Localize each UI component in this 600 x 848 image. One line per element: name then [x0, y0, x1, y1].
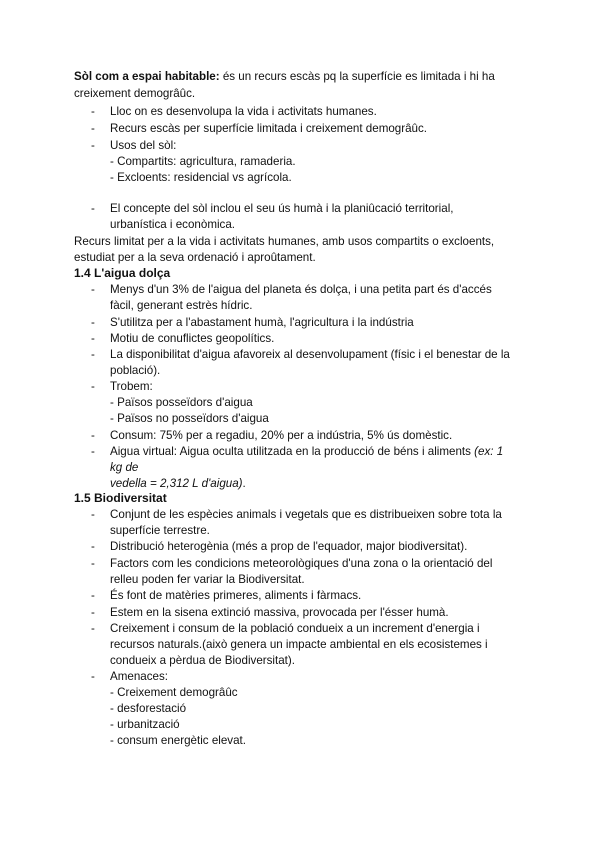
s14-b7-italic-end: vedella = 2,312 L d'aigua) [110, 477, 243, 490]
s14-b4-line2: població). [110, 364, 161, 377]
s15-b6-line1: Creixement i consum de la població condueix a un increment d'energia i [110, 622, 480, 635]
s14-b1-line1: Menys d'un 3% de l'aigua del planeta és dolça, i una petita part és d'accés [110, 283, 492, 296]
bullet-dash: - [91, 540, 95, 553]
intro-heading: Sòl com a espai habitable: [74, 70, 220, 83]
bullet-dash: - [91, 105, 95, 118]
amenaces-item-4: - consum energètic elevat. [110, 734, 246, 747]
s15-b4: És font de matèries primeres, aliments i fàrmacs. [110, 589, 362, 602]
summary-line-1: Recurs limitat per a la vida i activitats humanes, amb usos compartits o excloents, [74, 235, 495, 248]
bullet-dash: - [91, 316, 95, 329]
bullet-dash: - [91, 589, 95, 602]
s14-b7-italic: (ex: 1 [474, 445, 504, 458]
s14-b5: Trobem: [110, 380, 153, 393]
bullet-dash: - [91, 348, 95, 361]
section-1-4-title: 1.4 L'aigua dolça [74, 266, 171, 280]
bullet-dash: - [91, 332, 95, 345]
amenaces-item-3: - urbanització [110, 718, 180, 731]
s14-b1-line2: fàcil, generant estrès hídric. [110, 299, 253, 312]
s14-b7-line2: kg de [110, 461, 139, 474]
bullet-dash: - [91, 670, 95, 683]
amenaces-item-1: - Creixement demogrâûc [110, 686, 238, 699]
s15-b6-line2: recursos naturals.(això genera un impacte ambiental en els ecosistemes i [110, 638, 488, 651]
usos-item-1: - Compartits: agricultura, ramaderia. [110, 155, 296, 168]
bullet-dash: - [91, 622, 95, 635]
s14-b7-text: Aigua virtual: Aigua oculta utilitzada en la producció de béns i aliments [110, 445, 475, 458]
intro-bullet-3: Usos del sòl: [110, 139, 177, 152]
s15-b5: Estem en la sisena extinció massiva, provocada per l'ésser humà. [110, 606, 449, 619]
bullet-dash: - [91, 122, 95, 135]
usos-item-2: - Excloents: residencial vs agrícola. [110, 171, 292, 184]
section-1-5-title: 1.5 Biodiversitat [74, 491, 167, 505]
amenaces-item-2: - desforestació [110, 702, 187, 715]
s15-b2: Distribució heterogènia (més a prop de l'equador, major biodiversitat). [110, 540, 468, 553]
bullet-dash: - [91, 606, 95, 619]
intro-line-2: creixement demogrâûc. [74, 87, 196, 100]
bullet-dash: - [91, 429, 95, 442]
bullet-dash: - [91, 283, 95, 296]
bullet-dash: - [91, 445, 95, 458]
s14-b6: Consum: 75% per a regadiu, 20% per a indústria, 5% ús domèstic. [110, 429, 453, 442]
trobem-item-1: - Països posseïdors d'aigua [110, 396, 253, 409]
bullet-dash: - [91, 508, 95, 521]
s15-b3-line2: relleu poden fer variar la Biodiversitat. [110, 573, 305, 586]
bullet-dash: - [91, 557, 95, 570]
intro-bullet-1: Lloc on es desenvolupa la vida i activitats humanes. [110, 105, 377, 118]
bullet-dash: - [91, 202, 95, 215]
concept-line-2: urbanística i econòmica. [110, 218, 236, 231]
concept-line-1: El concepte del sòl inclou el seu ús humà i la planiûcació territorial, [110, 202, 454, 215]
s14-b2: S'utilitza per a l'abastament humà, l'agricultura i la indústria [110, 316, 414, 329]
s15-b1-line2: superfície terrestre. [110, 524, 210, 537]
intro-text: és un recurs escàs pq la superfície es limitada i hi ha [219, 70, 495, 83]
s15-b3-line1: Factors com les condicions meteorològiques d'una zona o la orientació del [110, 557, 493, 570]
s14-b7-period: . [242, 477, 246, 490]
bullet-dash: - [91, 139, 95, 152]
s15-b1-line1: Conjunt de les espècies animals i vegetals que es distribueixen sobre tota la [110, 508, 502, 521]
s14-b3: Motiu de conuflictes geopolítics. [110, 332, 275, 345]
s14-b7-line1 [110, 443, 503, 460]
intro-line-1 [74, 68, 495, 85]
s14-b4-line1: La disponibilitat d'aigua afavoreix al desenvolupament (físic i el benestar de la [110, 348, 510, 361]
summary-line-2: estudiat per a la seva ordenació i aproûtament. [74, 251, 316, 264]
s15-b6-line3: condueix a pèrdua de Biodiversitat). [110, 654, 295, 667]
trobem-item-2: - Països no posseïdors d'aigua [110, 412, 269, 425]
s15-b7: Amenaces: [110, 670, 168, 683]
bullet-dash: - [91, 380, 95, 393]
intro-bullet-2: Recurs escàs per superfície limitada i creixement demogrâûc. [110, 122, 428, 135]
